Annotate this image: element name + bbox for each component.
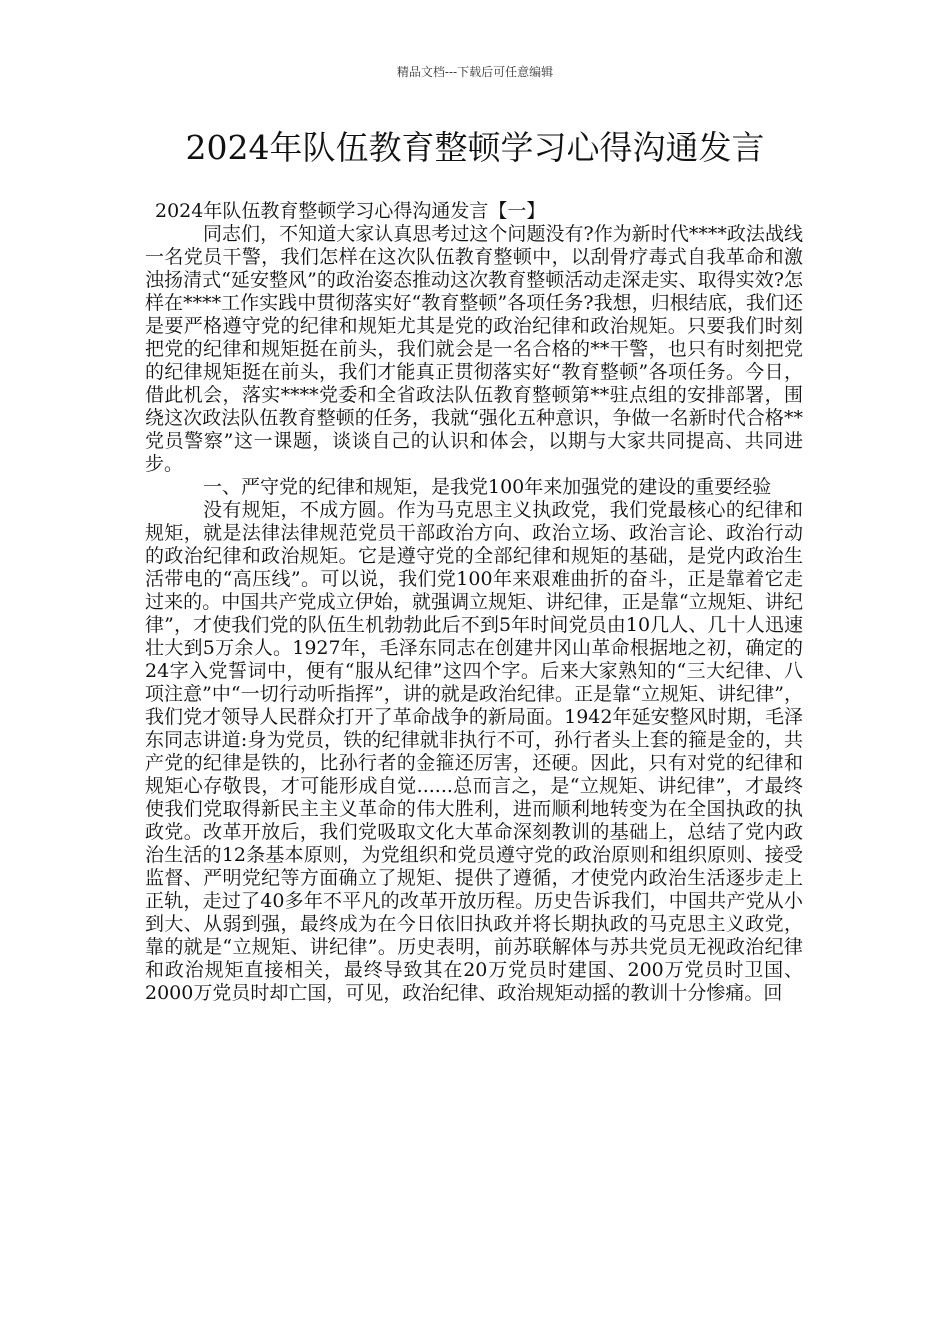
document-title: 2024年队伍教育整顿学习心得沟通发言 <box>185 128 765 167</box>
paragraph-intro: 同志们，不知道大家认真思考过这个问题没有?作为新时代****政法战线一名党员干警，我们怎样在这次队伍教育整顿中，以刮骨疗毒式自我革命和激浊扬清式“延安整风”的政治姿态推动这次教育整顿活动走深走实、取得实效?怎样在****工作实践中贯彻落实好“教育整顿”各项任务?我想，归根结底，我们还是要严格遵守党的纪律和规矩尤其是党的政治纪律和政治规矩。只要我们时刻把党的纪律和规矩挺在前头，我们就会是一名合格的**干警，也只有时刻把党的纪律规矩挺在前头，我们才能真正贯彻落实好“教育整顿”各项任务。今日，借此机会，落实****党委和全省政法队伍教育整顿第**驻点组的安排部署，围绕这次政法队伍教育整顿的任务，我就“强化五种意识，争做一名新时代合格**党员警察”这一课题，谈谈自己的认识和体会，以期与大家共同提高、共同进步。 <box>145 223 803 475</box>
document-body <box>145 200 803 1005</box>
page-header-watermark: 精品文档---下载后可任意编辑 <box>396 65 554 79</box>
paragraph-body: 没有规矩，不成方圆。作为马克思主义执政党，我们党最核心的纪律和规矩，就是法律法律规范党员干部政治方向、政治立场、政治言论、政治行动的政治纪律和政治规矩。它是遵守党的全部纪律和规矩的基础，是党内政治生活带电的“高压线”。可以说，我们党100年来艰难曲折的奋斗，正是靠着它走过来的。中国共产党成立伊始，就强调立规矩、讲纪律，正是靠“立规矩、讲纪律”，才使我们党的队伍生机勃勃此后不到5年时间党员由10几人、几十人迅速壮大到5万余人。1927年，毛泽东同志在创建井冈山革命根据地之初，确定的24字入党誓词中，便有“服从纪律”这四个字。后来大家熟知的“三大纪律、八项注意”中“一切行动听指挥”，讲的就是政治纪律。正是靠“立规矩、讲纪律”，我们党才领导人民群众打开了革命战争的新局面。1942年延安整风时期，毛泽东同志讲道:身为党员，铁的纪律就非执行不可，孙行者头上套的箍是金的，共产党的纪律是铁的，比孙行者的金箍还厉害，还硬。因此，只有对党的纪律和规矩心存敬畏，才可能形成自觉......总而言之，是“立规矩、讲纪律”，才最终使我们党取得新民主主义革命的伟大胜利，进而顺利地转变为在全国执政的执政党。改革开放后，我们党吸取文化大革命深刻教训的基础上，总结了党内政治生活的12条基本原则，为党组织和党员遵守党的政治原则和组织原则、接受监督、严明党纪等方面确立了规矩、提供了遵循，才使党内政治生活逐步走上正轨，走过了40多年不平凡的改革开放历程。历史告诉我们，中国共产党从小到大、从弱到强，最终成为在今日依旧执政并将长期执政的马克思主义政党，靠的就是“立规矩、讲纪律”。历史表明，前苏联解体与苏共党员无视政治纪律和政治规矩直接相关，最终导致其在20万党员时建国、200万党员时卫国、2000万党员时却亡国，可见，政治纪律、政治规矩动摇的教训十分惨痛。回 <box>145 499 803 1004</box>
paragraph-heading-one: 一、严守党的纪律和规矩，是我党100年来加强党的建设的重要经验 <box>203 476 772 498</box>
section-heading: 2024年队伍教育整顿学习心得沟通发言【一】 <box>155 200 546 222</box>
